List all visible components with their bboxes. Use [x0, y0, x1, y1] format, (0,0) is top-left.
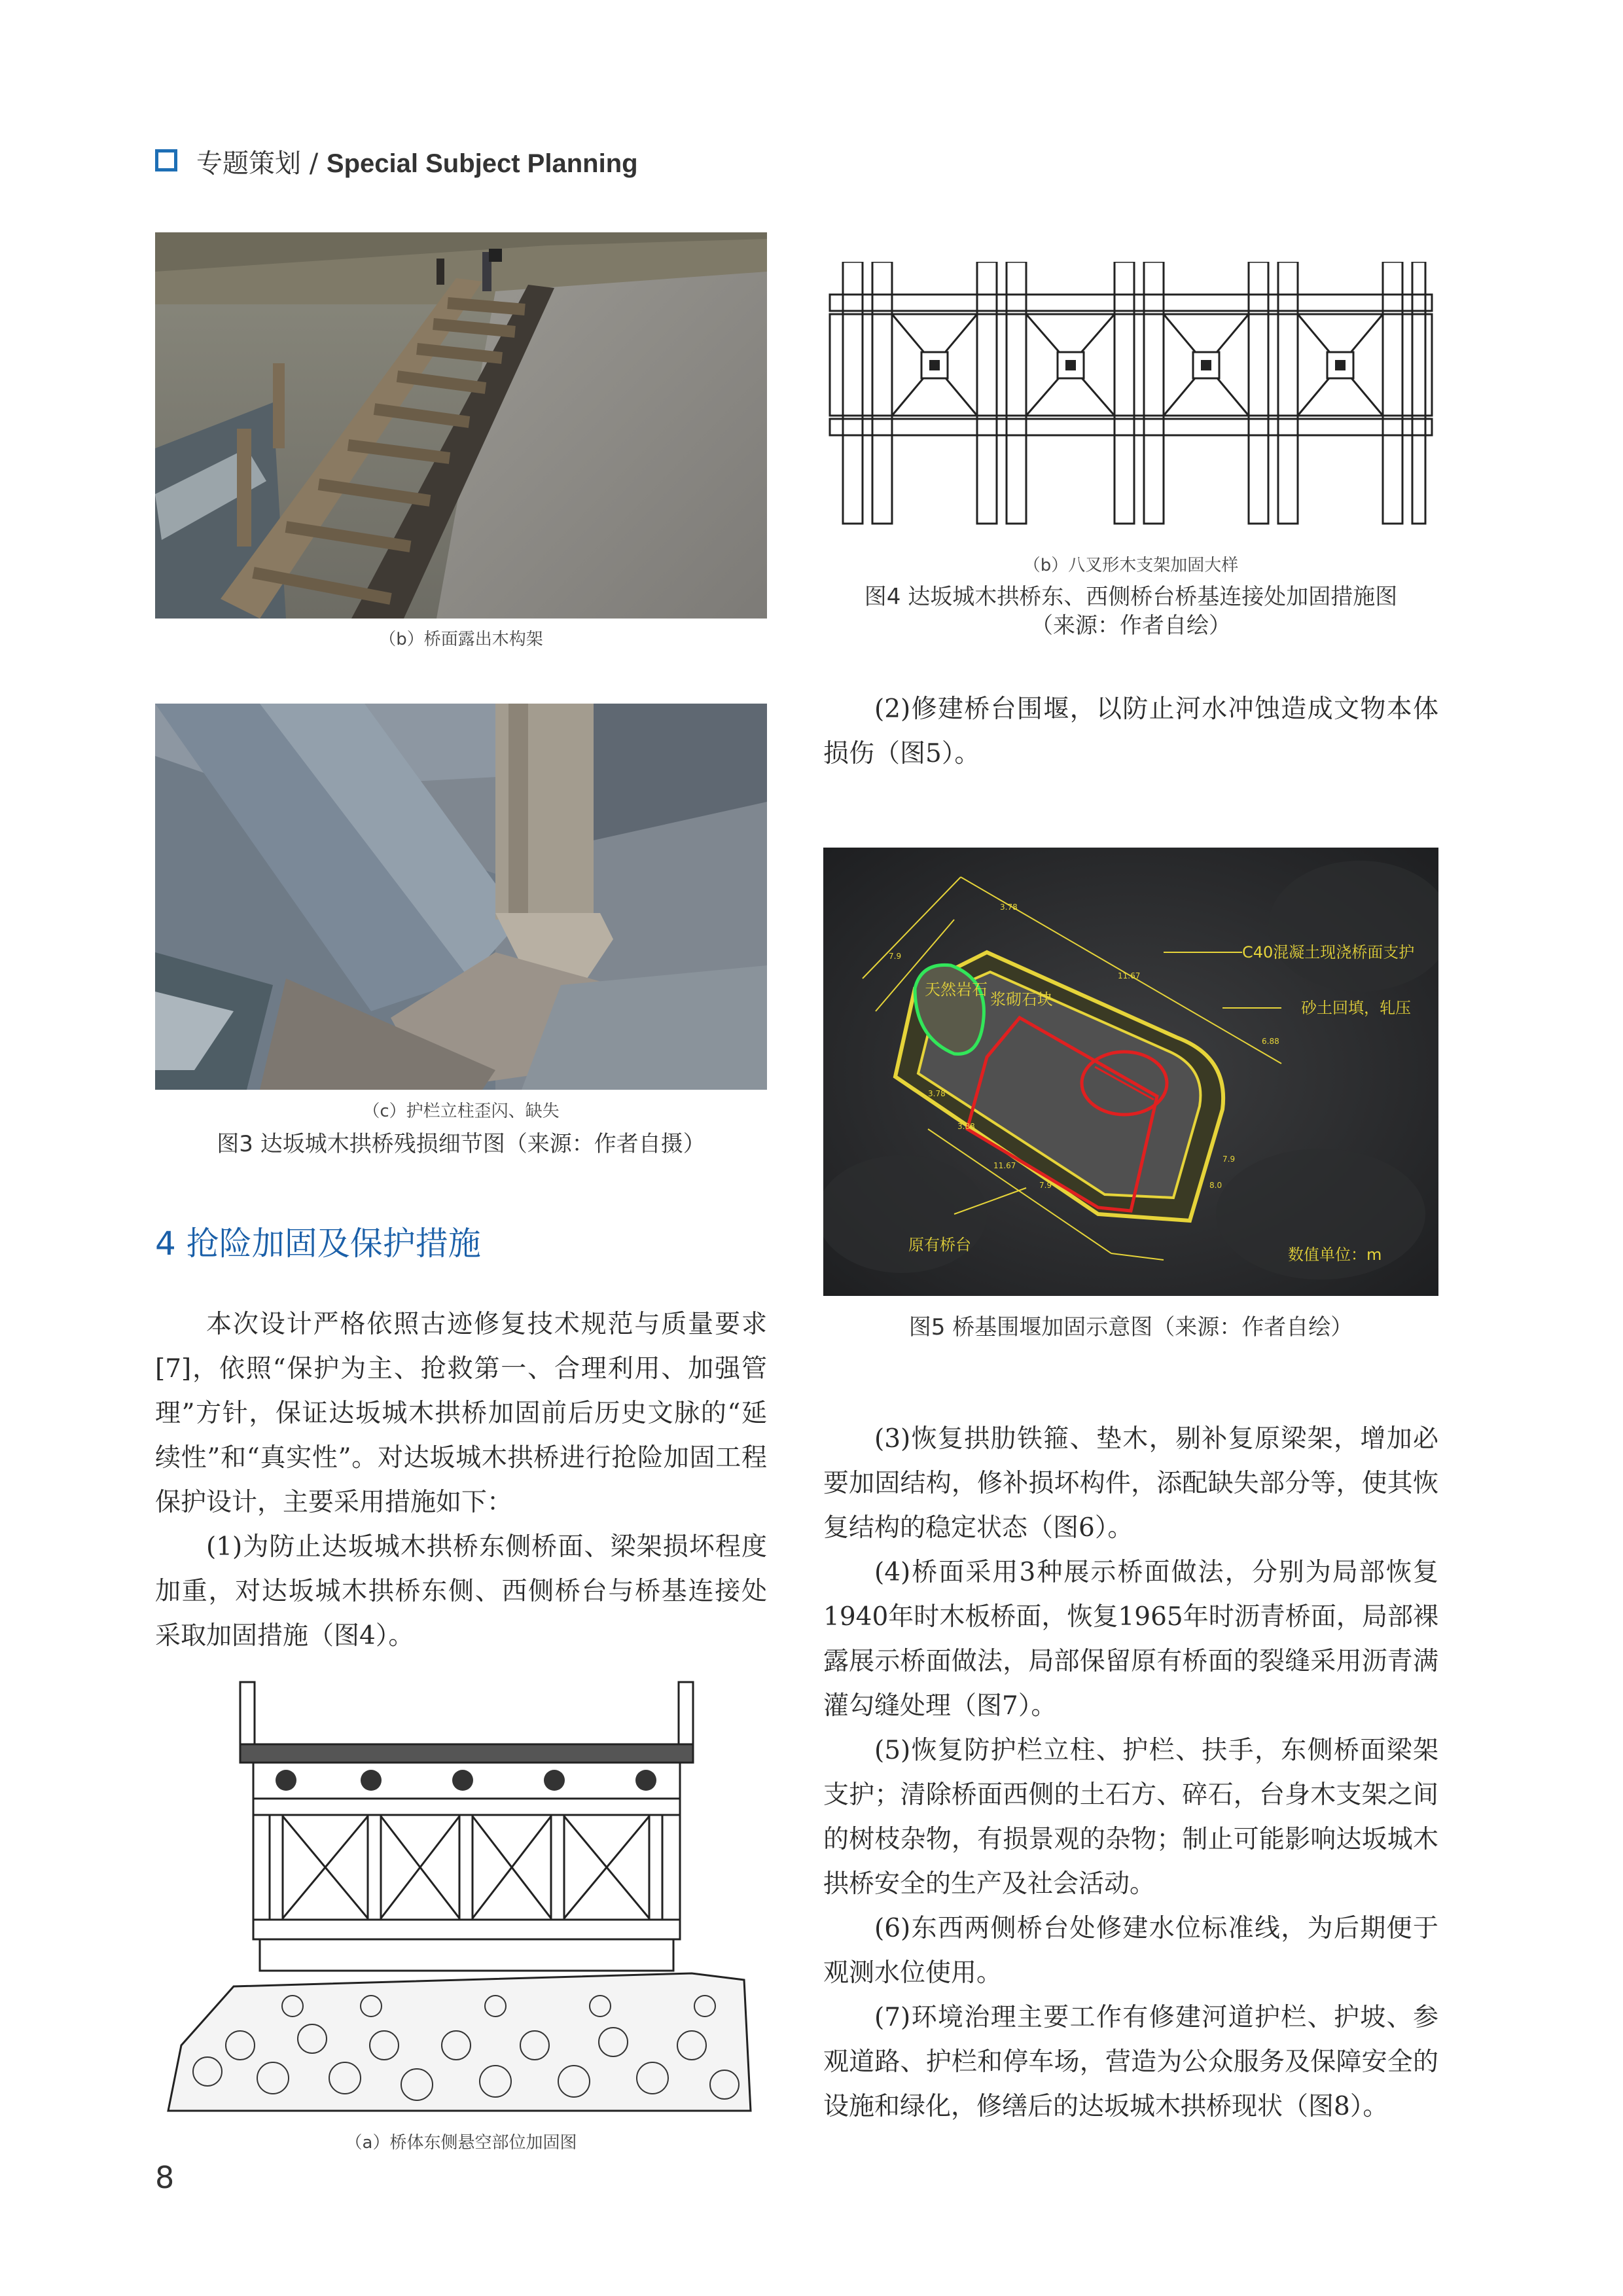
fig3c-photo	[155, 704, 767, 1090]
paragraph: (7)环境治理主要工作有修建河道护栏、护坡、参观道路、护栏和停车场，营造为公众服务及保障安全的设施和绿化，修缮后的达坂城木拱桥现状（图8）。	[823, 2003, 1438, 2121]
left-column-text	[155, 1302, 767, 1659]
fig5-label-backfill: 砂土回填，轧压	[1301, 999, 1411, 1017]
fig4a-caption: （a）桥体东侧悬空部位加固图	[345, 2133, 577, 2153]
fig4-title-line1: 图4 达坂城木拱桥东、西侧桥台桥基连接处加固措施图	[864, 584, 1398, 610]
fig4-title-line2: （来源：作者自绘）	[1031, 613, 1231, 639]
header-square-icon	[155, 149, 177, 171]
fig5-label-masonry: 浆砌石块	[990, 990, 1053, 1009]
fig5-dim-label: 11.67	[993, 1161, 1016, 1170]
paragraph: (5)恢复防护栏立柱、护栏、扶手，东侧桥面梁架支护；清除桥面西侧的土石方、碎石，台身木支架之间的树枝杂物，有损景观的杂物；制止可能影响达坂城木拱桥安全的生产及社会活动。	[823, 1736, 1438, 1899]
fig4b-caption: （b）八叉形木支架加固大样	[1023, 556, 1239, 575]
paragraph: (1)为防止达坂城木拱桥东侧桥面、梁架损坏程度加重，对达坂城木拱桥东侧、西侧桥台与桥基连接处采取加固措施（图4）。	[155, 1532, 767, 1651]
fig5-label-c40: C40混凝土现浇桥面支护	[1242, 943, 1415, 961]
header-section-en: Special Subject Planning	[326, 149, 638, 178]
right-column-text-bottom	[823, 1417, 1438, 2129]
fig5-dim-label: 11.67	[1118, 971, 1141, 980]
fig5-dim-label: 3.78	[1000, 903, 1018, 912]
paragraph: (6)东西两侧桥台处修建水位标准线，为后期便于观测水位使用。	[823, 1914, 1438, 1988]
fig5-dim-label: 8.0	[1209, 1181, 1222, 1190]
fig3c-caption: （c）护栏立柱歪闪、缺失	[363, 1102, 560, 1121]
fig5-dim-label: 7.9	[1222, 1155, 1236, 1164]
right-column-text-top	[823, 687, 1438, 776]
fig4a-drawing	[155, 1679, 767, 2124]
fig5-dim-label: 3.78	[928, 1089, 946, 1098]
fig5-label-unit: 数值单位：m	[1288, 1246, 1382, 1264]
paragraph: (3)恢复拱肋铁箍、垫木，剔补复原梁架，增加必要加固结构，修补损坏构件，添配缺失部分等，使其恢复结构的稳定状态（图6）。	[823, 1424, 1438, 1543]
fig5-label-abutment: 原有桥台	[908, 1236, 971, 1254]
fig3b-photo	[155, 232, 767, 619]
fig5-dim-label: 7.9	[1039, 1181, 1052, 1190]
paragraph: (4)桥面采用3种展示桥面做法，分别为局部恢复1940年时木板桥面，恢复1965年时沥青桥面，局部裸露展示桥面做法，局部保留原有桥面的裂缝采用沥青满灌勾缝处理（图7）。	[823, 1558, 1438, 1721]
fig5-diagram	[823, 848, 1438, 1296]
paragraph: (2)修建桥台围堰，以防止河水冲蚀造成文物本体损伤（图5）。	[823, 694, 1438, 768]
fig5-dim-label: 7.9	[889, 952, 902, 961]
fig5-dim-label: 6.88	[1262, 1037, 1279, 1046]
fig5-label-rock: 天然岩石	[925, 980, 988, 999]
fig5-dim-label: 3.88	[957, 1122, 975, 1131]
page-number: 8	[155, 2160, 175, 2195]
section-title: 4 抢险加固及保护措施	[155, 1225, 481, 1263]
paragraph: 本次设计严格依照古迹修复技术规范与质量要求[7]，依照“保护为主、抢救第一、合理利用、加强管理”方针，保证达坂城木拱桥加固前后历史文脉的“延续性”和“真实性”。对达坂城木拱桥进行抢险加固工程保护设计，主要采用措施如下：	[155, 1310, 767, 1517]
fig3-title: 图3 达坂城木拱桥残损细节图（来源：作者自摄）	[217, 1131, 705, 1157]
header-section-cn: 专题策划	[196, 149, 301, 179]
fig4b-drawing	[823, 262, 1438, 537]
running-header	[196, 143, 638, 180]
header-separator: /	[301, 149, 327, 179]
fig3b-caption: （b）桥面露出木构架	[379, 630, 543, 649]
fig5-title: 图5 桥基围堰加固示意图（来源：作者自绘）	[908, 1314, 1353, 1340]
